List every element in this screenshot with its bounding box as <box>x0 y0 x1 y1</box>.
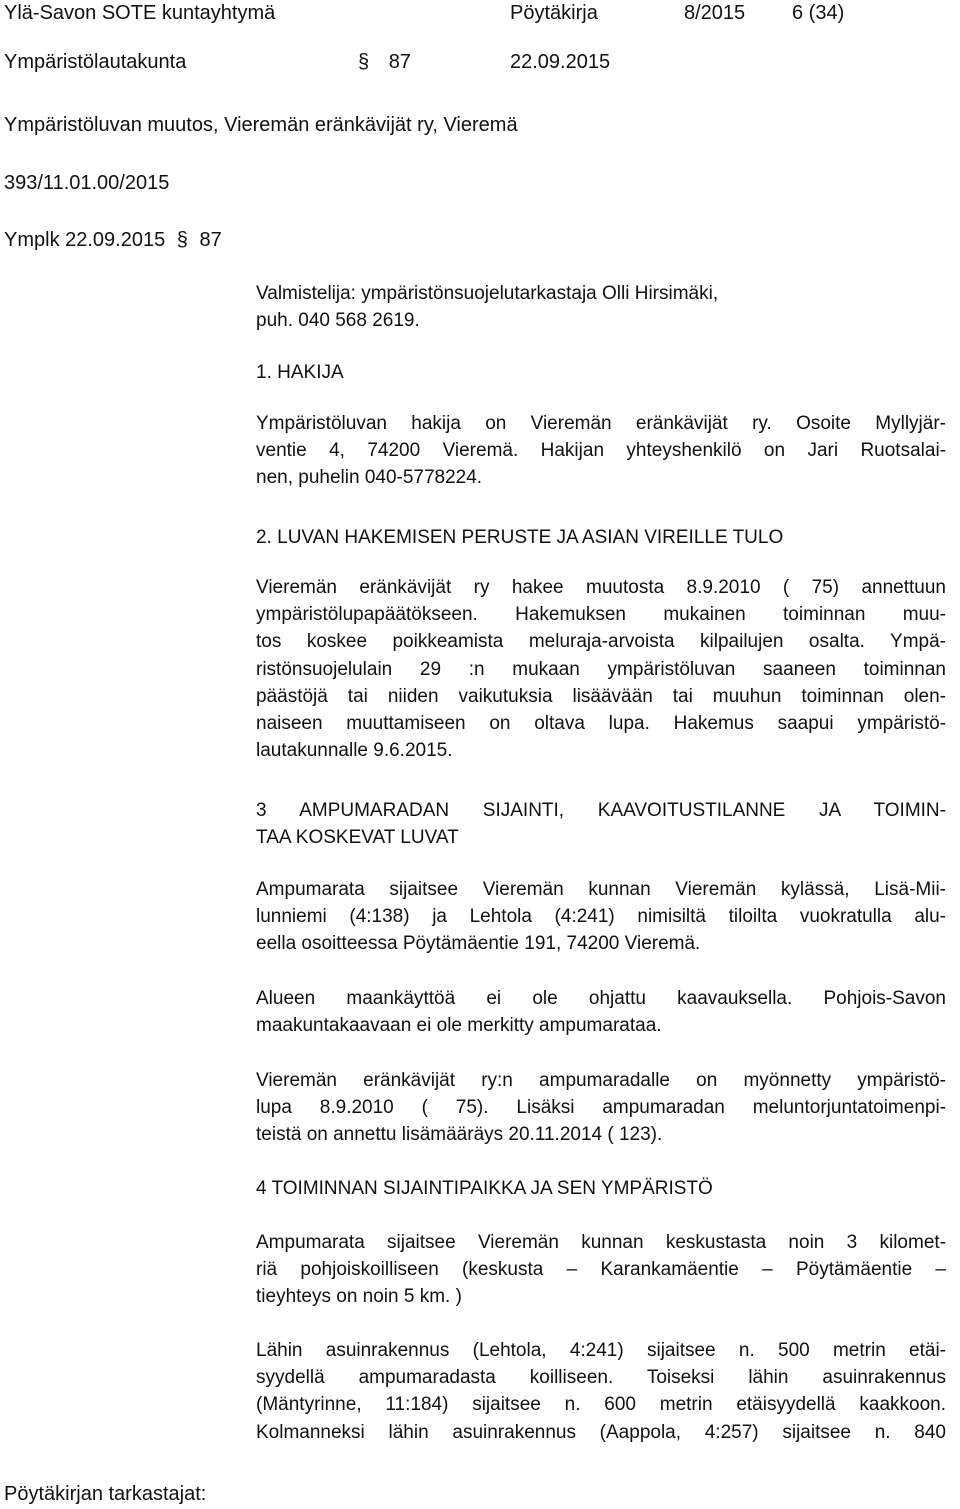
committee-section-ref <box>4 227 222 253</box>
header-section-number: 87 <box>388 51 411 73</box>
header-committee: Ympäristölautakunta <box>4 51 187 73</box>
section-sign-icon: § <box>358 51 370 73</box>
header-doc-number: 8/2015 <box>684 2 746 24</box>
preparer-line: puh. 040 568 2619. <box>256 310 420 332</box>
signatories-label: Pöytäkirjan tarkastajat: <box>4 1483 207 1505</box>
committee-abbr: Ymplk 22.09.2015 <box>4 229 166 251</box>
committee-section-number: 87 <box>199 229 222 251</box>
case-subject: Ympäristöluvan muutos, Vieremän eränkävijät ry, Vieremä <box>4 114 518 136</box>
heading-site-surroundings: 4 TOIMINNAN SIJAINTIPAIKKA JA SEN YMPÄRISTÖ <box>256 1178 713 1199</box>
heading-application-basis: 2. LUVAN HAKEMISEN PERUSTE JA ASIAN VIREILLE TULO <box>256 527 784 548</box>
neighbors-paragraph: Lähin asuinrakennus (Lehtola, 4:241) sijaitsee n. 500 metrin etäi- syydellä ampumaradasta koilliseen. Toiseksi lähin asuinrakennus (Mäntyrinne, 11:184) sijaitsee n. 600 metrin etäisyydellä kaakkoon. Kolmanneksi lähin asuinrakennus (Aappola, 4:257) sijaitsee n. 840 <box>256 1340 946 1443</box>
location-paragraph: Ampumarata sijaitsee Vieremän kunnan Vieremän kylässä, Lisä-Mii- lunniemi (4:138) ja Lehtola (4:241) nimisiltä tiloilta vuokratulla alu- eella osoitteessa Pöytämäentie 191, 74200 Vieremä. <box>256 879 946 955</box>
preparer-line: Valmistelija: ympäristönsuojelutarkastaja Olli Hirsimäki, <box>256 283 719 304</box>
header-page-number: 6 (34) <box>792 2 845 24</box>
header-date: 22.09.2015 <box>510 51 611 73</box>
header-organization: Ylä-Savon SOTE kuntayhtymä <box>4 2 276 24</box>
section-sign-icon: § <box>176 229 188 251</box>
site-paragraph: Ampumarata sijaitsee Vieremän kunnan keskustasta noin 3 kilomet- riä pohjoiskoilliseen (keskusta – Karankamäentie – Pöytämäentie – tieyhteys on noin 5 km. ) <box>256 1232 946 1308</box>
case-number: 393/11.01.00/2015 <box>4 172 170 194</box>
preparer-block <box>256 280 946 334</box>
header-section <box>358 49 411 75</box>
applicant-paragraph: Ympäristöluvan hakija on Vieremän eränkävijät ry. Osoite Myllyjär- ventie 4, 74200 Vieremä. Hakijan yhteyshenkilö on Jari Ruotsalai- nen, puhelin 040-5778224. <box>256 413 946 489</box>
permits-paragraph: Vieremän eränkävijät ry:n ampumaradalle on myönnetty ympäristö- lupa 8.9.2010 ( 75). Lisäksi ampumaradan meluntorjuntatoimenpi- teistä on annettu lisämääräys 20.11.2014 ( 123). <box>256 1070 946 1146</box>
zoning-paragraph: Alueen maankäyttöä ei ole ohjattu kaavauksella. Pohjois-Savon maakuntakaavaan ei ole merkitty ampumarataa. <box>256 988 946 1037</box>
heading-applicant: 1. HAKIJA <box>256 362 344 383</box>
header-doc-type: Pöytäkirja <box>510 2 598 24</box>
heading-location-zoning: 3 AMPUMARADAN SIJAINTI, KAAVOITUSTILANNE JA TOIMIN- TAA KOSKEVAT LUVAT <box>256 800 946 849</box>
application-basis-paragraph: Vieremän eränkävijät ry hakee muutosta 8.9.2010 ( 75) annettuun ympäristölupapäätökseen. Hakemuksen mukainen toiminnan muu- tos koskee poikkeamista meluraja-arvoista kilpailujen osalta. Ympä- ristönsuojelulain 29 :n mukaan ympäristöluvan saaneen toiminnan päästöjä tai niiden vaikutuksia lisäävään tai muuhun toiminnan olen- naiseen muuttamiseen on oltava lupa. Hakemus saapui ympäristö- lautakunnalle 9.6.2015. <box>256 577 946 762</box>
